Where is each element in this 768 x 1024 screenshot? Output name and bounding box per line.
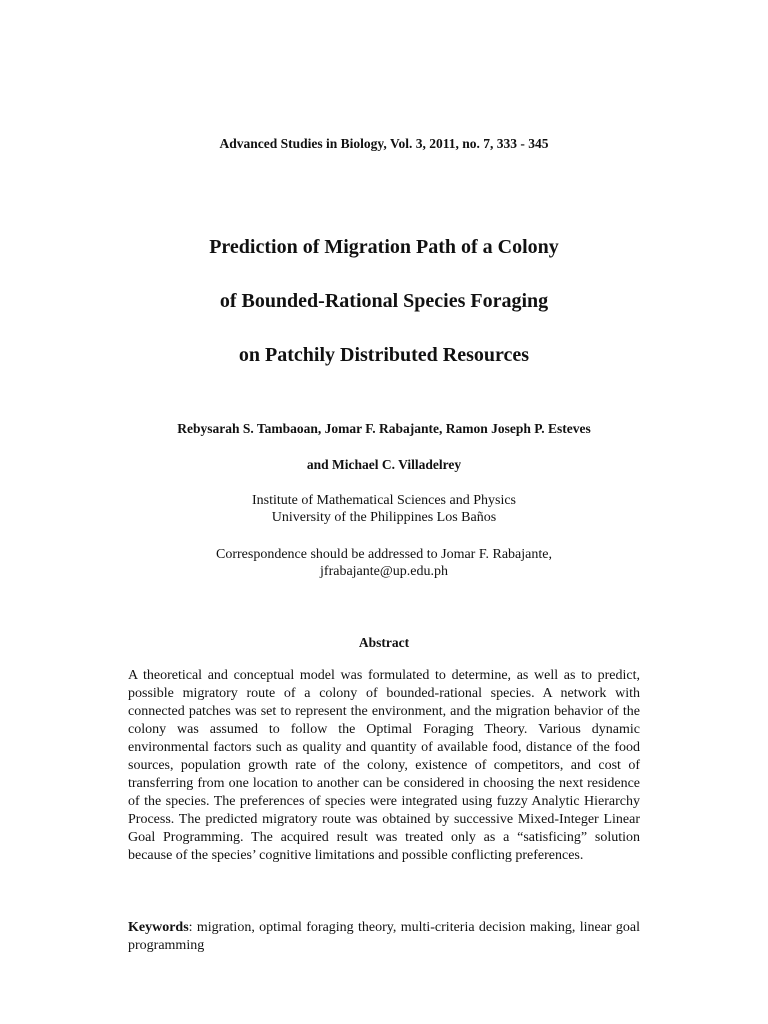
journal-citation: Advanced Studies in Biology, Vol. 3, 2011, no. 7, 333 - 345 — [219, 136, 549, 151]
authors-line-2: and Michael C. Villadelrey — [306, 457, 462, 472]
abstract-body: A theoretical and conceptual model was formulated to determine, as well as to predict, possible migratory route of a colony of bounded-rational species. A network with connected patches was set to represent the environment, and the migration behavior of the colony was assumed to follow the Optimal Foraging Theory. Various dynamic environmental factors such as quality and quantity of available food, distance of the food sources, population growth rate of the colony, existence of competitors, and cost of transferring from one location to another can be considered in choosing the next residence of the species. The preferences of species were integrated using fuzzy Analytic Hierarchy Process. The predicted migratory route was obtained by successive Mixed-Integer Linear Goal Programming. The acquired result was treated only as a “satisficing” solution because of the species’ cognitive limitations and possible conflicting preferences. — [128, 668, 640, 863]
paper-title-line-2: of Bounded-Rational Species Foraging — [219, 290, 549, 312]
paper-title-line-3: on Patchily Distributed Resources — [238, 344, 530, 366]
keywords-label: Keywords — [128, 920, 189, 935]
correspondence-note: Correspondence should be addressed to Jomar F. Rabajante, — [216, 547, 552, 562]
affiliation-university: University of the Philippines Los Baños — [271, 510, 497, 525]
correspondence — [0, 546, 768, 580]
affiliation — [0, 492, 768, 526]
correspondence-email[interactable]: jfrabajante@up.edu.ph — [320, 564, 448, 579]
affiliation-institute: Institute of Mathematical Sciences and Physics — [252, 493, 516, 508]
keywords — [128, 919, 640, 955]
authors-line-1: Rebysarah S. Tambaoan, Jomar F. Rabajante, Ramon Joseph P. Esteves — [177, 421, 591, 436]
abstract-heading: Abstract — [358, 635, 410, 650]
keywords-text: : migration, optimal foraging theory, multi-criteria decision making, linear goal programming — [128, 920, 640, 953]
paper-title-line-1: Prediction of Migration Path of a Colony — [209, 236, 559, 258]
